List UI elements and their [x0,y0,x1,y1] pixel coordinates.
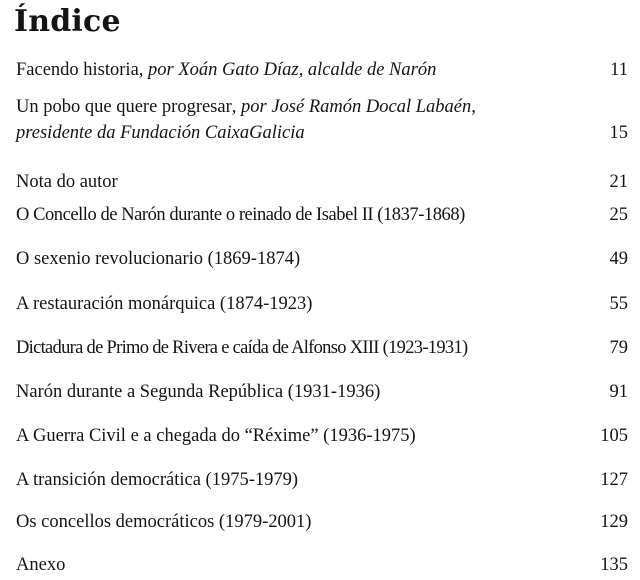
toc-entry-title: Dictadura de Primo de Rivera e caída de Alfonso XIII (1923-1931) [16,338,468,358]
toc-entry-title: Facendo historia [16,60,139,80]
toc-line [16,97,628,117]
toc-entry-dictadura [16,338,628,358]
toc-entry-title: Nota do autor [16,172,118,192]
toc-page-number: 129 [600,512,628,532]
toc-entry-title: O sexenio revolucionario (1869-1874) [16,249,301,269]
toc-line [16,249,628,269]
toc-entry-title: A restauración monárquica (1874-1923) [16,294,313,314]
toc-page-number: 25 [609,205,628,225]
toc-entry-title: O Concello de Narón durante o reinado de Isabel II (1837-1868) [16,205,465,225]
toc-line [16,338,628,358]
toc-page-number: 91 [609,382,628,402]
toc-entry-title: A transición democrática (1975-1979) [16,470,299,490]
toc-line [16,294,628,314]
toc-entry-concellos-democraticos [16,512,628,532]
toc-line [16,123,628,143]
toc-entry-un-pobo [16,97,628,143]
page-title: Índice [14,4,121,39]
toc-line [16,426,628,446]
toc-page-number: 21 [609,172,628,192]
toc-page-number: 105 [600,426,628,446]
toc-entry-anexo [16,555,628,575]
toc-entry-title: Os concellos democráticos (1979-2001) [16,512,312,532]
toc-entry-transicion [16,470,628,490]
toc-entry-title: Anexo [16,555,66,575]
toc-entry-author-continued: presidente da Fundación CaixaGalicia [16,123,305,143]
toc-entry-title: Un pobo que quere progresar [16,97,232,117]
toc-entry-restauracion [16,294,628,314]
toc-entry-segunda-republica [16,382,628,402]
toc-line [16,60,628,80]
toc-line [16,172,628,192]
toc-entry-nota-do-autor [16,172,628,192]
toc-page-number: 15 [609,123,628,143]
toc-entry-title: Narón durante a Segunda República (1931-1936) [16,382,381,402]
toc-entry-author: , por José Ramón Docal Labaén, [231,97,476,117]
toc-entry-guerra-civil [16,426,628,446]
toc-line [16,512,628,532]
toc-page-number: 49 [609,249,628,269]
toc-page-number: 135 [600,555,628,575]
toc-entry-facendo-historia [16,60,628,80]
toc-entry-author: , por Xoán Gato Díaz, alcalde de Narón [138,60,437,80]
toc-page-number: 79 [609,338,628,358]
toc-entry-title: A Guerra Civil e a chegada do “Réxime” (1936-1975) [16,426,416,446]
toc-page-number: 127 [600,470,628,490]
toc-line [16,555,628,575]
toc-entry-sexenio [16,249,628,269]
toc-line [16,382,628,402]
toc-page-number: 55 [609,294,628,314]
toc-line [16,205,628,225]
toc-page-number: 11 [610,60,628,80]
toc-line [16,470,628,490]
toc-entry-isabel-ii [16,205,628,225]
